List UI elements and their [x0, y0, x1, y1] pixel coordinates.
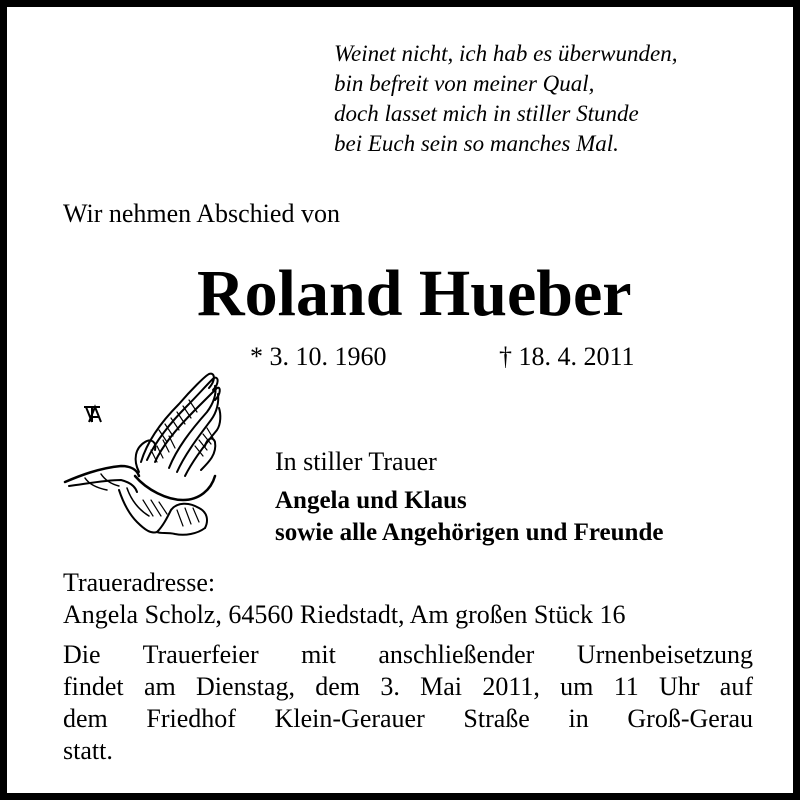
- poem-line: doch lasset mich in stiller Stunde: [334, 101, 639, 126]
- ceremony-line: findet am Dienstag, dem 3. Mai 2011, um 11 Uhr auf: [63, 672, 753, 701]
- ceremony-line: dem Friedhof Klein-Gerauer Straße in Groß-Gerau: [63, 704, 753, 733]
- praying-hands-drawing-icon: [59, 350, 229, 550]
- mourners-line: Angela und Klaus: [275, 487, 467, 514]
- death-date: † 18. 4. 2011: [499, 342, 635, 371]
- deceased-name: Roland Hueber: [197, 257, 632, 330]
- poem-line: Weinet nicht, ich hab es überwunden,: [334, 41, 678, 66]
- funeral-ceremony-text: [63, 639, 753, 767]
- address-label: Traueradresse:: [63, 568, 216, 597]
- birth-date: * 3. 10. 1960: [250, 342, 387, 371]
- mourning-intro: In stiller Trauer: [275, 447, 437, 476]
- poem-line: bin befreit von meiner Qual,: [334, 71, 595, 96]
- address-value: Angela Scholz, 64560 Riedstadt, Am großen Stück 16: [63, 600, 626, 629]
- monogram-icon: [84, 407, 101, 422]
- mourners-line: sowie alle Angehörigen und Freunde: [275, 519, 664, 546]
- mourners-list: [275, 485, 663, 549]
- farewell-intro: Wir nehmen Abschied von: [63, 199, 340, 228]
- mourning-address: [63, 567, 763, 631]
- ceremony-line: Die Trauerfeier mit anschließender Urnenbeisetzung: [63, 640, 753, 669]
- poem-line: bei Euch sein so manches Mal.: [334, 131, 619, 156]
- ceremony-line: statt.: [63, 736, 113, 765]
- memorial-poem: [334, 39, 774, 159]
